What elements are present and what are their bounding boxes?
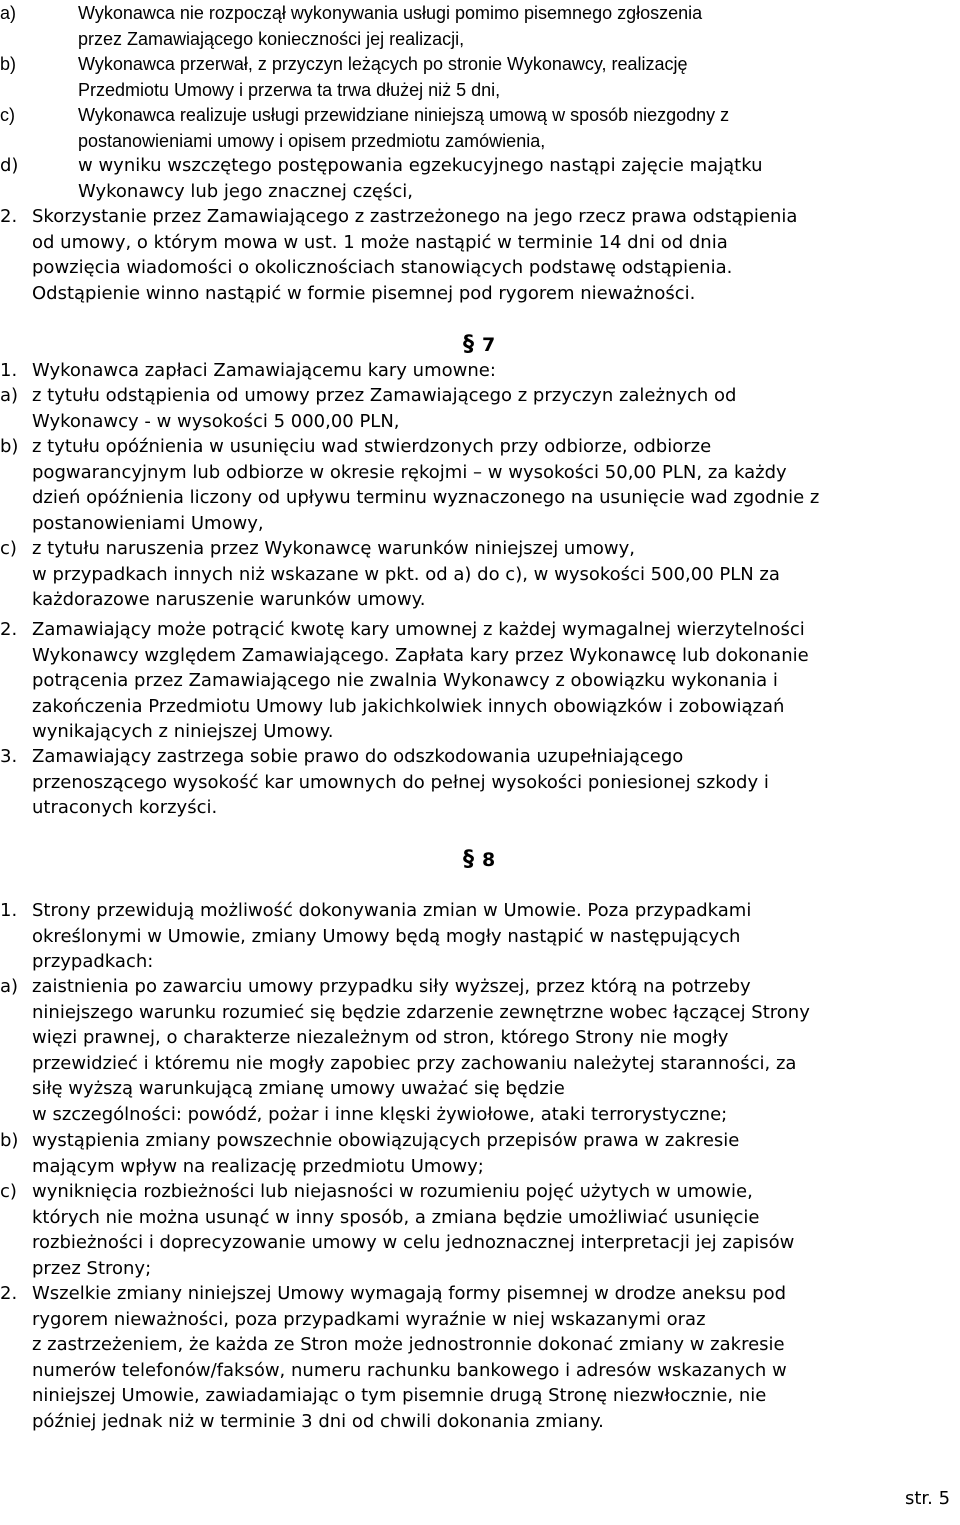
intro-item-text: Wykonawca realizuje usługi przewidziane niniejszą umową w sposób niezgodny z [78,105,730,125]
section-8-item-text: przypadkach: [32,951,154,972]
section-8-item-text: w szczególności: powódź, pożar i inne klęski żywiołowe, ataki terrorystyczne; [32,1103,728,1125]
intro-paragraph-text: powzięcia wiadomości o okolicznościach stanowiących podstawę odstąpienia. [32,257,733,278]
section-7-item-text: Wykonawcy - w wysokości 5 000,00 PLN, [32,410,400,432]
intro-paragraph-marker: 2. [0,206,18,227]
section-8-item-text: numerów telefonów/faksów, numeru rachunku bankowego i adresów wskazanych w [32,1359,787,1381]
intro-item-marker: a) [0,3,17,23]
section-7-item-text: dzień opóźnienia liczony od upływu terminu wyznaczonego na usunięcie wad zgodnie z [32,487,820,508]
intro-item-text: Wykonawca nie rozpoczął wykonywania usługi pomimo pisemnego zgłoszenia [78,3,703,23]
section-8-item-text: rozbieżności i doprecyzowanie umowy w celu jednoznacznej interpretacji jej zapisów [32,1232,795,1253]
section-8-item-marker: 2. [0,1283,18,1304]
intro-item-marker: d) [0,155,19,176]
section-7-item-text: potrącenia przez Zamawiającego nie zwalnia Wykonawcy z obowiązku wykonania i [32,670,778,691]
intro-paragraph-text: Skorzystanie przez Zamawiającego z zastrzeżonego na jego rzecz prawa odstąpienia [32,206,798,227]
intro-item-text: Przedmiotu Umowy i przerwa ta trwa dłużej niż 5 dni, [78,79,501,100]
section-7-item-text: z tytułu odstąpienia od umowy przez Zamawiającego z przyczyn zależnych od [32,385,737,406]
intro-item-text: przez Zamawiającego konieczności jej realizacji, [78,28,465,49]
intro-item-text: Wykonawca przerwał, z przyczyn leżących po stronie Wykonawcy, realizację [78,54,688,74]
section-8-item-text: Wszelkie zmiany niniejszej Umowy wymagają formy pisemnej w drodze aneksu pod [32,1283,787,1304]
section-7-item-marker: a) [0,385,19,406]
section-8-item-text: zaistnienia po zawarciu umowy przypadku siły wyższej, przez którą na potrzeby [32,976,751,997]
section-7-item-marker: 2. [0,619,18,640]
section-7-item-marker: b) [0,436,19,457]
intro-item-text: postanowieniami umowy i opisem przedmiotu zamówienia, [78,130,546,151]
section-7-item-text: z tytułu naruszenia przez Wykonawcę warunków niniejszej umowy, [32,538,635,559]
section-8-item-text: siłę wyższą warunkującą zmianę umowy uważać się będzie [32,1078,565,1099]
section-8-item-text: wystąpienia zmiany powszechnie obowiązujących przepisów prawa w zakresie [32,1130,740,1151]
section-8-item-text: niniejszej Umowie, zawiadamiając o tym pisemnie drugą Stronę niezwłocznie, nie [32,1385,767,1406]
intro-item-text: Wykonawcy lub jego znacznej części, [78,180,414,202]
section-8-item-marker: b) [0,1130,19,1151]
section-7-item-text: pogwarancyjnym lub odbiorze w okresie rękojmi – w wysokości 50,00 PLN, za każdy [32,461,787,483]
section-7-item-text: zakończenia Przedmiotu Umowy lub jakichkolwiek innych obowiązków i zobowiązań [32,695,785,717]
section-8-item-marker: c) [0,1181,17,1202]
section-7-item-marker: 3. [0,746,18,767]
section-8-item-text: niniejszego warunku rozumieć się będzie zdarzenie zewnętrzne wobec łączącej Strony [32,1001,810,1023]
section-8-item-text: Strony przewidują możliwość dokonywania zmian w Umowie. Poza przypadkami [32,900,752,921]
section-7-heading [463,331,495,359]
section-8-item-text: przewidzieć i któremu nie mogły zapobiec przy zachowaniu należytej staranności, za [32,1052,797,1074]
section-symbol: § [463,332,474,357]
section-7-item-text: utraconych korzyści. [32,797,218,818]
section-7-item-text: Wykonawcy względem Zamawiającego. Zapłata kary przez Wykonawcę lub dokonanie [32,644,809,666]
intro-item-marker: b) [0,54,17,74]
section-8-item-marker: 1. [0,900,18,921]
section-8-item-text: mającym wpływ na realizację przedmiotu Umowy; [32,1155,484,1177]
section-8-heading [463,846,495,874]
section-7-item-text: z tytułu opóźnienia w usunięciu wad stwierdzonych przy odbiorze, odbiorze [32,436,712,457]
section-8-item-text: wyniknięcia rozbieżności lub niejasności w rozumieniu pojęć użytych w umowie, [32,1181,753,1202]
intro-item-marker: c) [0,105,15,125]
section-7-item-text: postanowieniami Umowy, [32,512,264,534]
section-8-item-text: więzi prawnej, o charakterze niezależnym od stron, którego Strony nie mogły [32,1027,729,1048]
section-8-item-text: których nie można usunąć w inny sposób, a zmiana będzie umożliwiać usunięcie [32,1206,760,1228]
section-7-item-marker: 1. [0,360,18,381]
section-7-item-text: w przypadkach innych niż wskazane w pkt. od a) do c), w wysokości 500,00 PLN za [32,563,780,585]
section-7-item-text: Wykonawca zapłaci Zamawiającemu kary umowne: [32,360,496,381]
section-8-item-text: później jednak niż w terminie 3 dni od chwili dokonania zmiany. [32,1410,604,1432]
section-8-item-text: określonymi w Umowie, zmiany Umowy będą mogły nastąpić w następujących [32,925,741,947]
section-8-item-text: rygorem nieważności, poza przypadkami wyraźnie w niej wskazanymi oraz [32,1308,706,1330]
intro-paragraph-text: od umowy, o którym mowa w ust. 1 może nastąpić w terminie 14 dni od dnia [32,231,728,253]
section-7-item-text: Zamawiający może potrącić kwotę kary umownej z każdej wymagalnej wierzytelności [32,619,805,640]
page-number: str. 5 [905,1488,951,1509]
section-7-item-text: każdorazowe naruszenie warunków umowy. [32,589,426,610]
section-7-item-text: Zamawiający zastrzega sobie prawo do odszkodowania uzupełniającego [32,746,684,767]
section-number: 7 [482,334,496,356]
section-8-item-text: z zastrzeżeniem, że każda ze Stron może jednostronnie dokonać zmiany w zakresie [32,1334,785,1355]
section-8-item-marker: a) [0,976,19,997]
section-8-item-text: przez Strony; [32,1257,152,1279]
section-symbol: § [463,847,474,872]
intro-item-text: w wyniku wszczętego postępowania egzekucyjnego nastąpi zajęcie majątku [78,155,763,176]
section-number: 8 [482,849,496,871]
section-7-item-marker: c) [0,538,17,559]
section-7-item-text: wynikających z niniejszej Umowy. [32,721,334,742]
intro-paragraph-text: Odstąpienie winno nastąpić w formie pisemnej pod rygorem nieważności. [32,282,696,304]
section-7-item-text: przenoszącego wysokość kar umownych do pełnej wysokości poniesionej szkody i [32,771,769,793]
